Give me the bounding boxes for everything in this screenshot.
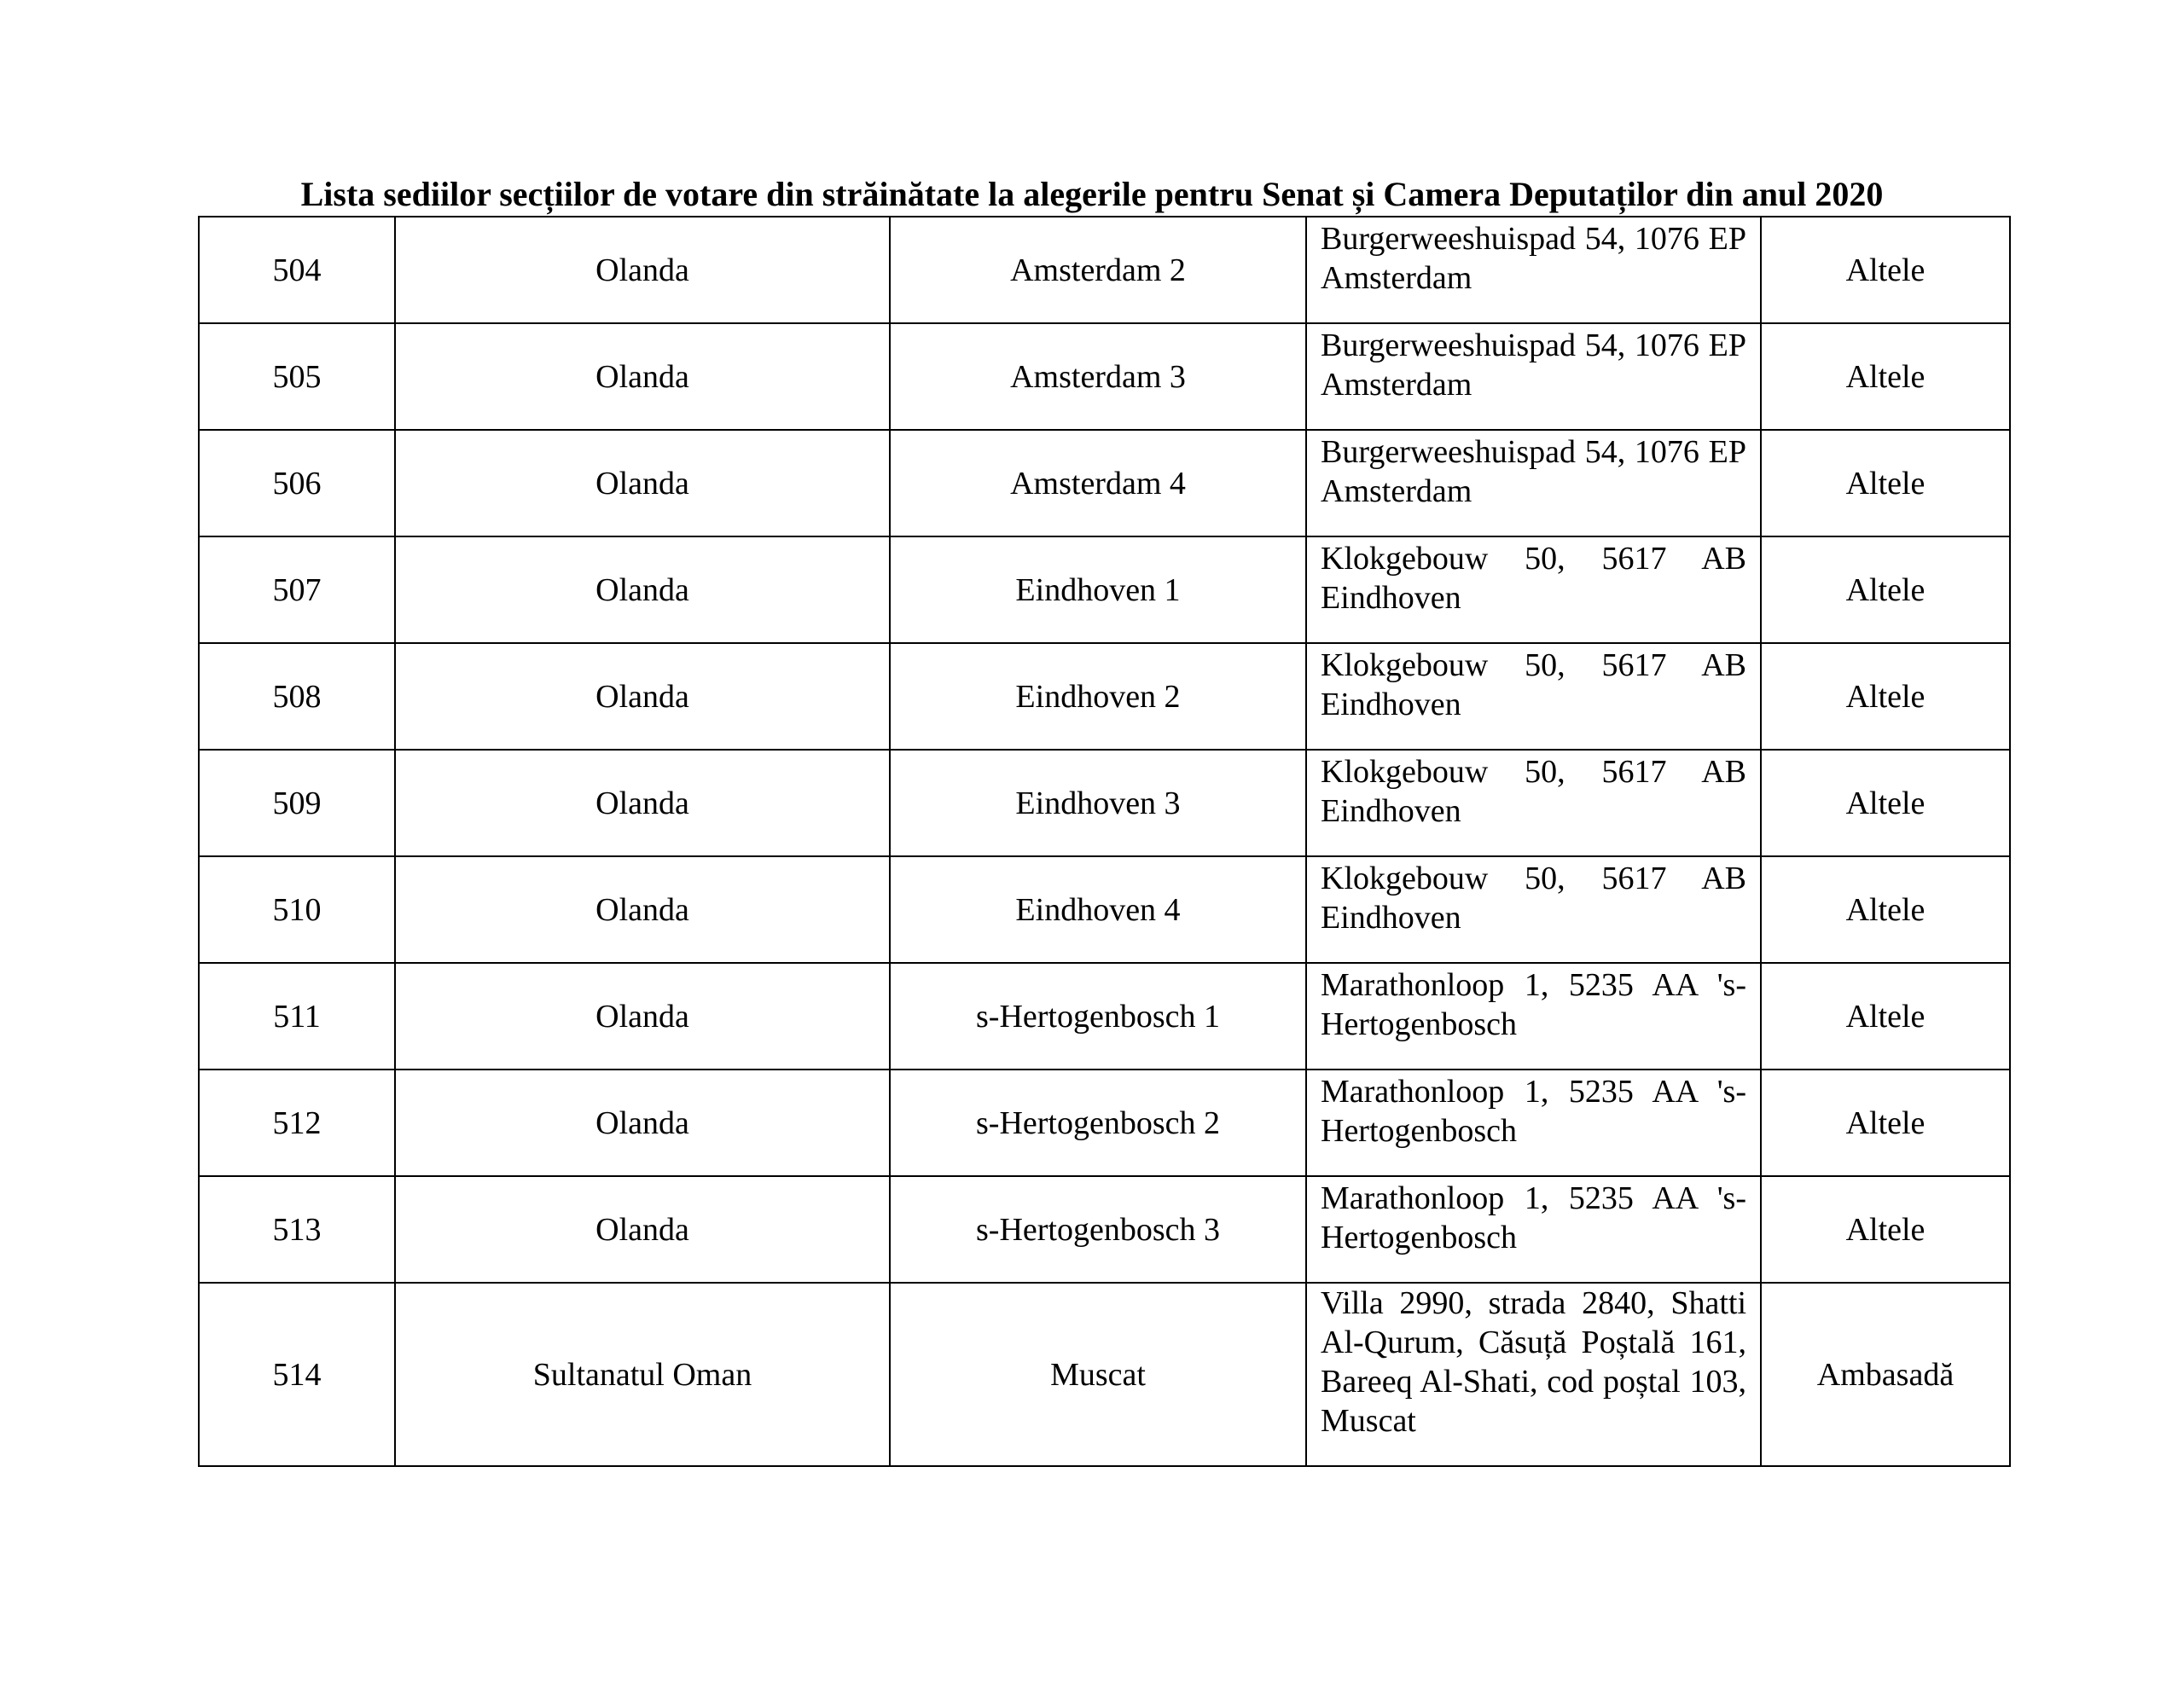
address-cell: Klokgebouw 50, 5617 AB Eindhoven [1306,643,1761,750]
address-cell: Burgerweeshuispad 54, 1076 EP Amsterdam [1306,217,1761,323]
address-cell: Marathonloop 1, 5235 AA 's-Hertogenbosch [1306,1176,1761,1283]
address-cell: Marathonloop 1, 5235 AA 's-Hertogenbosch [1306,963,1761,1070]
type-cell: Altele [1761,856,2010,963]
country-cell: Olanda [395,643,890,750]
locality-cell: Eindhoven 4 [890,856,1306,963]
locality-cell: Eindhoven 1 [890,536,1306,643]
type-cell: Altele [1761,750,2010,856]
table-row [199,1283,2010,1466]
address-cell: Villa 2990, strada 2840, Shatti Al-Qurum, Căsuță Poștală 161, Bareeq Al-Shati, cod poștal 103, Muscat [1306,1283,1761,1466]
table-row [199,217,2010,323]
table-row [199,643,2010,750]
country-cell: Olanda [395,323,890,430]
address-cell: Burgerweeshuispad 54, 1076 EP Amsterdam [1306,430,1761,536]
section-number-cell: 505 [199,323,395,430]
document-title: Lista sediilor secțiilor de votare din străinătate la alegerile pentru Senat și Camera Deputaților din anul 2020 [300,175,1884,213]
section-number-cell: 514 [199,1283,395,1466]
country-cell: Olanda [395,1176,890,1283]
address-cell: Klokgebouw 50, 5617 AB Eindhoven [1306,536,1761,643]
section-number-cell: 508 [199,643,395,750]
table-row [199,323,2010,430]
type-cell: Altele [1761,536,2010,643]
type-cell: Altele [1761,1176,2010,1283]
section-number-cell: 506 [199,430,395,536]
country-cell: Olanda [395,963,890,1070]
table-row [199,536,2010,643]
country-cell: Sultanatul Oman [395,1283,890,1466]
type-cell: Altele [1761,323,2010,430]
locality-cell: Amsterdam 4 [890,430,1306,536]
country-cell: Olanda [395,856,890,963]
locality-cell: s-Hertogenbosch 1 [890,963,1306,1070]
section-number-cell: 507 [199,536,395,643]
table-row [199,1070,2010,1176]
locality-cell: Muscat [890,1283,1306,1466]
polling-stations-table [198,216,2011,1467]
type-cell: Altele [1761,1070,2010,1176]
country-cell: Olanda [395,1070,890,1176]
type-cell: Ambasadă [1761,1283,2010,1466]
section-number-cell: 513 [199,1176,395,1283]
locality-cell: Amsterdam 2 [890,217,1306,323]
country-cell: Olanda [395,536,890,643]
section-number-cell: 511 [199,963,395,1070]
locality-cell: s-Hertogenbosch 2 [890,1070,1306,1176]
type-cell: Altele [1761,217,2010,323]
table-row [199,856,2010,963]
address-cell: Klokgebouw 50, 5617 AB Eindhoven [1306,750,1761,856]
locality-cell: Amsterdam 3 [890,323,1306,430]
table-row [199,430,2010,536]
locality-cell: s-Hertogenbosch 3 [890,1176,1306,1283]
table-row [199,963,2010,1070]
table-row [199,1176,2010,1283]
country-cell: Olanda [395,750,890,856]
address-cell: Marathonloop 1, 5235 AA 's-Hertogenbosch [1306,1070,1761,1176]
country-cell: Olanda [395,217,890,323]
type-cell: Altele [1761,430,2010,536]
locality-cell: Eindhoven 2 [890,643,1306,750]
type-cell: Altele [1761,963,2010,1070]
table-row [199,750,2010,856]
section-number-cell: 510 [199,856,395,963]
section-number-cell: 512 [199,1070,395,1176]
type-cell: Altele [1761,643,2010,750]
address-cell: Burgerweeshuispad 54, 1076 EP Amsterdam [1306,323,1761,430]
country-cell: Olanda [395,430,890,536]
section-number-cell: 504 [199,217,395,323]
address-cell: Klokgebouw 50, 5617 AB Eindhoven [1306,856,1761,963]
locality-cell: Eindhoven 3 [890,750,1306,856]
section-number-cell: 509 [199,750,395,856]
